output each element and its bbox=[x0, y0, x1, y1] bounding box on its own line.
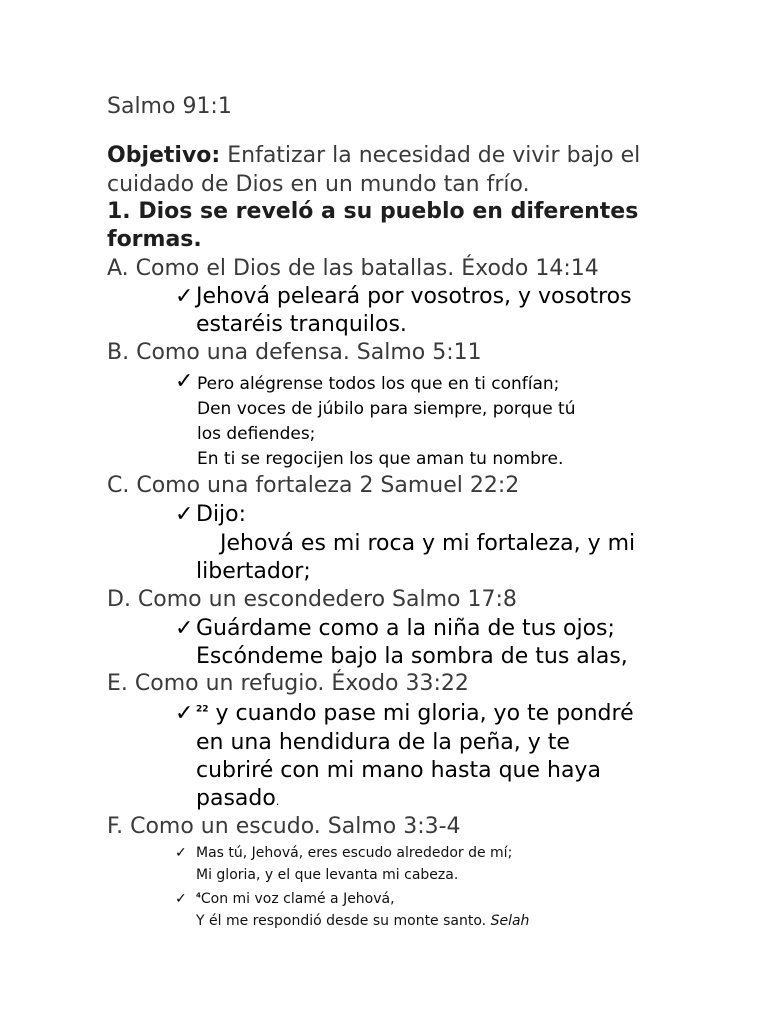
section-f-item2-text-2: Y él me respondió desde su monte santo. bbox=[196, 913, 487, 929]
section-a-title: A. Como el Dios de las batallas. Éxodo 14:14 bbox=[107, 256, 599, 281]
section-f-item2-text-1: Con mi voz clamé a Jehová, bbox=[200, 891, 395, 907]
verse-number: 22 bbox=[196, 704, 209, 715]
section-f-item1-line-2: Mi gloria, y el que levanta mi cabeza. bbox=[196, 867, 459, 883]
section-c-line-3: libertador; bbox=[196, 559, 311, 584]
section-f-item2-line-1 bbox=[196, 891, 395, 907]
section-b-line-1: Pero alégrense todos los que en ti confían; bbox=[197, 374, 560, 394]
section-b-line-2: Den voces de júbilo para siempre, porque tú bbox=[197, 399, 576, 419]
checkmark-icon: ✓ bbox=[175, 502, 194, 527]
section-d-line-2: Escóndeme bajo la sombra de tus alas, bbox=[196, 644, 628, 669]
checkmark-icon: ✓ bbox=[175, 284, 194, 309]
objective-text-2: cuidado de Dios en un mundo tan frío. bbox=[107, 172, 530, 197]
checkmark-icon: ✓ bbox=[175, 891, 187, 907]
section-b-title: B. Como una defensa. Salmo 5:11 bbox=[107, 340, 482, 365]
section-d-line-1: Guárdame como a la niña de tus ojos; bbox=[196, 616, 615, 641]
section-e-title: E. Como un refugio. Éxodo 33:22 bbox=[107, 671, 469, 696]
objective-label: Objetivo: bbox=[107, 143, 221, 168]
section-d-title: D. Como un escondedero Salmo 17:8 bbox=[107, 587, 517, 612]
section-f-title: F. Como un escudo. Salmo 3:3-4 bbox=[107, 814, 461, 839]
document-title: Salmo 91:1 bbox=[107, 94, 232, 119]
main-heading-line-2: formas. bbox=[107, 227, 202, 252]
section-f-item1-line-1: Mas tú, Jehová, eres escudo alrededor de mí; bbox=[196, 845, 513, 861]
verse-number: 4 bbox=[196, 891, 201, 900]
checkmark-icon: ✓ bbox=[175, 369, 194, 394]
main-heading-line-1: 1. Dios se reveló a su pueblo en diferentes bbox=[107, 199, 639, 224]
section-c-line-2: Jehová es mi roca y mi fortaleza, y mi bbox=[220, 531, 636, 556]
section-e-text-1: y cuando pase mi gloria, yo te pondré bbox=[215, 701, 634, 726]
section-a-line-1: Jehová peleará por vosotros, y vosotros bbox=[196, 284, 632, 309]
selah-word: Selah bbox=[490, 913, 530, 929]
checkmark-icon: ✓ bbox=[175, 845, 187, 861]
objective-text-1: Enfatizar la necesidad de vivir bajo el bbox=[227, 143, 641, 168]
section-e-line-3: cubriré con mi mano hasta que haya bbox=[196, 758, 601, 783]
section-e-line-2: en una hendidura de la peña, y te bbox=[196, 730, 570, 755]
section-f-item2-line-2 bbox=[196, 913, 529, 929]
section-c-line-1: Dijo: bbox=[196, 502, 247, 527]
section-e-line-1 bbox=[196, 701, 634, 726]
section-e-text-4: pasado bbox=[196, 786, 276, 811]
objective-line-1 bbox=[107, 143, 640, 168]
checkmark-icon: ✓ bbox=[175, 701, 194, 726]
section-c-title: C. Como una fortaleza 2 Samuel 22:2 bbox=[107, 473, 520, 498]
checkmark-icon: ✓ bbox=[175, 616, 194, 641]
section-e-end-dot: . bbox=[275, 795, 280, 808]
section-b-line-3: los defiendes; bbox=[197, 424, 316, 444]
section-b-line-4: En ti se regocijen los que aman tu nombre. bbox=[197, 449, 564, 469]
section-e-line-4 bbox=[196, 786, 279, 811]
section-a-line-2: estaréis tranquilos. bbox=[196, 312, 407, 337]
